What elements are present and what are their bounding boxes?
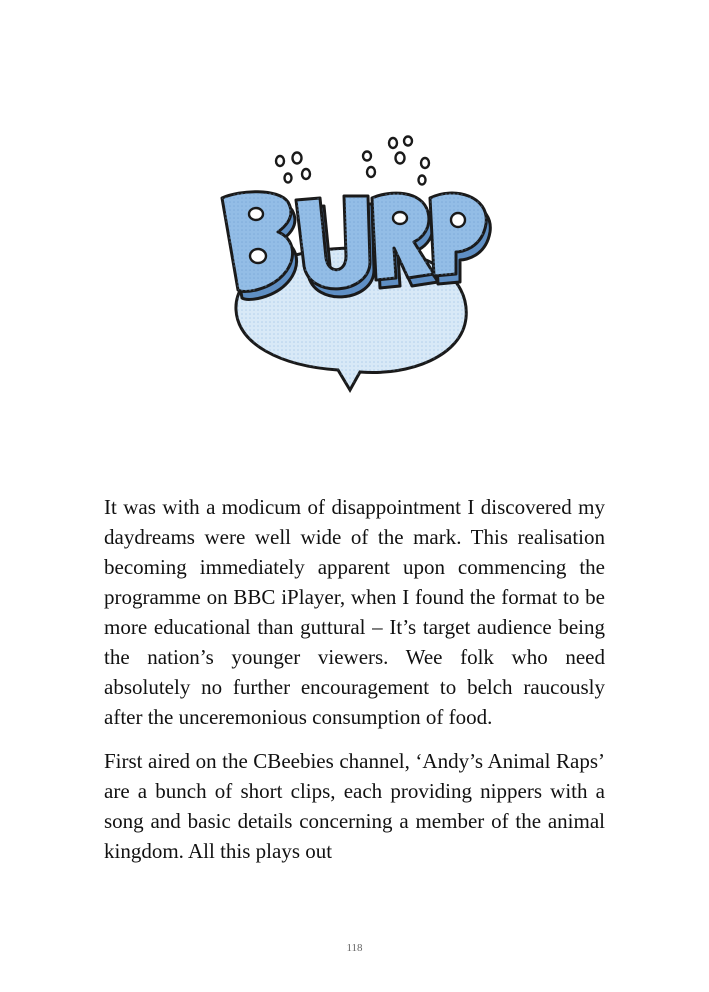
paragraph: First aired on the CBeebies channel, ‘Andy’s Animal Raps’ are a bunch of short clips, each providing nippers with a song and basic details concerning a member of the animal kingdom. All this plays out: [104, 749, 605, 863]
burp-illustration: [200, 128, 500, 400]
burp-speech-bubble-icon: [200, 128, 500, 400]
page-number: 118: [346, 942, 363, 954]
body-text: [104, 492, 605, 866]
paragraph: It was with a modicum of disappointment I discovered my daydreams were well wide of the mark. This realisation becoming immediately apparent upon commencing the programme on BBC iPlayer, when I found the format to be more educational than guttural – It’s target audience being the nation’s younger viewers. Wee folk who need absolutely no further encouragement to belch raucously after the unceremonious consumption of food.: [104, 495, 605, 729]
